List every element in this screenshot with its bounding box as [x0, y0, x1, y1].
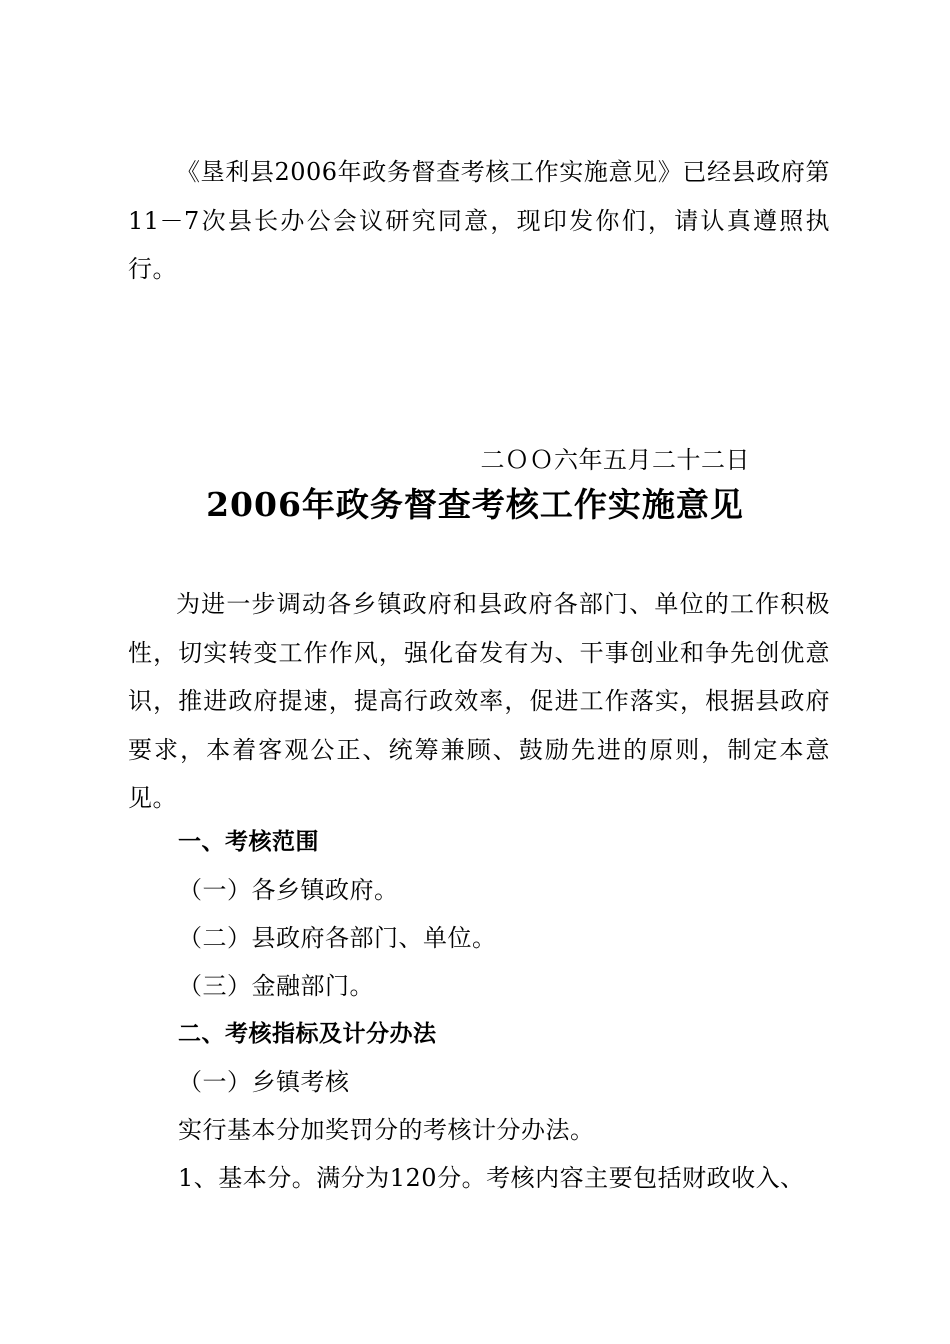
section-heading-scope: 一、考核范围	[178, 829, 319, 855]
section-heading-indicators: 二、考核指标及计分办法	[178, 1021, 437, 1047]
subsection-town-assessment: （一）乡镇考核	[178, 1068, 350, 1096]
scoring-method: 实行基本分加奖罚分的考核计分办法。	[178, 1116, 595, 1144]
scope-item-departments: （二）县政府各部门、单位。	[178, 924, 497, 952]
scope-item-finance: （三）金融部门。	[178, 972, 374, 1000]
issue-date: 二ＯＯ六年五月二十二日	[480, 446, 750, 474]
basic-score-item: 1、基本分。满分为120分。考核内容主要包括财政收入、	[178, 1164, 805, 1192]
document-title: 2006年政务督查考核工作实施意见	[206, 485, 744, 524]
preamble-paragraph: 为进一步调动各乡镇政府和县政府各部门、单位的工作积极性，切实转变工作作风，强化奋发有为、干事创业和争先创优意识，推进政府提速，提高行政效率，促进工作落实，根据县政府要求，本着客观公正、统筹兼顾、鼓励先进的原则，制定本意见。	[128, 590, 830, 812]
scope-item-towns: （一）各乡镇政府。	[178, 876, 399, 904]
intro-paragraph: 《垦利县2006年政务督查考核工作实施意见》已经县政府第11－7次县长办公会议研究同意，现印发你们，请认真遵照执行。	[128, 158, 830, 283]
